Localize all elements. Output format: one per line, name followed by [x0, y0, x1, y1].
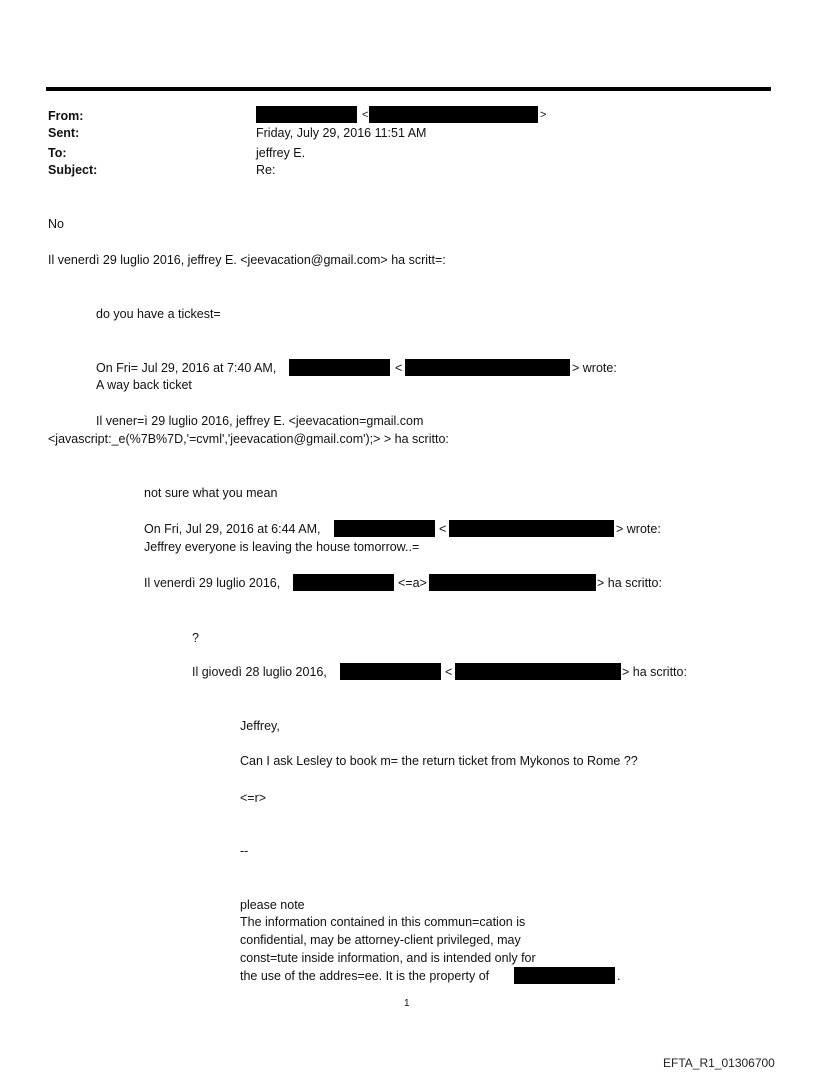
quote4-on-prefix: On Fri, Jul 29, 2016 at 6:44 AM,: [144, 522, 321, 536]
page-number: 1: [404, 998, 410, 1009]
from-open-bracket: <: [362, 109, 369, 121]
quote6-greeting: Jeffrey,: [240, 719, 280, 733]
quote4-wrote: > wrote:: [616, 522, 661, 536]
redacted-sender-email: [369, 106, 538, 123]
to-value: jeffrey E.: [256, 146, 306, 160]
quote6-lt: <: [445, 665, 453, 679]
quote6-suffix: > ha scritto:: [622, 665, 687, 679]
quote3-text: not sure what you mean: [144, 486, 278, 500]
quote1-intro: Il venerdì 29 luglio 2016, jeffrey E. <jeevacation@gmail.com> ha scritt=:: [48, 253, 446, 267]
redacted-email: [449, 520, 614, 537]
quote6-question: Can I ask Lesley to book m= the return ticket from Mykonos to Rome ??: [240, 754, 638, 768]
redacted-name: [340, 663, 441, 680]
disclaimer-line: const=tute inside information, and is intended only for: [240, 951, 536, 965]
header-rule: [46, 87, 771, 91]
subject-value: Re:: [256, 163, 276, 177]
signature-separator: --: [240, 844, 249, 858]
redacted-company: [514, 967, 615, 984]
redacted-name: [289, 359, 390, 376]
quote5-mid: <=a>: [398, 576, 427, 590]
from-label: From:: [48, 109, 84, 123]
disclaimer-end: .: [617, 969, 621, 983]
quote2-wrote: > wrote:: [572, 361, 617, 375]
quote2-text: A way back ticket: [96, 378, 192, 392]
quote3-line1: Il vener=ì 29 luglio 2016, jeffrey E. <jeevacation=gmail.com: [96, 414, 424, 428]
quote6-prefix: Il giovedì 28 luglio 2016,: [192, 665, 327, 679]
document-id: EFTA_R1_01306700: [663, 1056, 775, 1070]
redacted-name: [334, 520, 435, 537]
sent-label: Sent:: [48, 126, 80, 140]
redacted-sender-name: [256, 106, 357, 123]
quote4-text: Jeffrey everyone is leaving the house tomorrow..=: [144, 540, 420, 554]
quote5-prefix: Il venerdì 29 luglio 2016,: [144, 576, 281, 590]
disclaimer-line: the use of the addres=ee. It is the property of: [240, 969, 490, 983]
disclaimer-line: confidential, may be attorney-client privileged, may: [240, 933, 521, 947]
quote5-suffix: > ha scritto:: [597, 576, 662, 590]
redacted-email: [405, 359, 570, 376]
redacted-email: [429, 574, 596, 591]
redacted-email: [455, 663, 621, 680]
quote4-lt: <: [439, 522, 447, 536]
from-close-bracket: >: [540, 109, 547, 121]
to-label: To:: [48, 146, 67, 160]
redacted-name: [293, 574, 394, 591]
quote3-line2: <javascript:_e(%7B%7D,'=cvml','jeevacation@gmail.com');> > ha scritto:: [48, 432, 449, 446]
quote2-on-prefix: On Fri= Jul 29, 2016 at 7:40 AM,: [96, 361, 277, 375]
disclaimer-line: please note: [240, 898, 305, 912]
quote6-br: <=r>: [240, 791, 267, 805]
quote5-text: ?: [192, 631, 199, 645]
quote1-text: do you have a tickest=: [96, 307, 221, 321]
reply-text: No: [48, 217, 64, 231]
quote2-lt: <: [395, 361, 403, 375]
sent-value: Friday, July 29, 2016 11:51 AM: [256, 126, 427, 140]
subject-label: Subject:: [48, 163, 98, 177]
disclaimer-line: The information contained in this commun=cation is: [240, 915, 526, 929]
